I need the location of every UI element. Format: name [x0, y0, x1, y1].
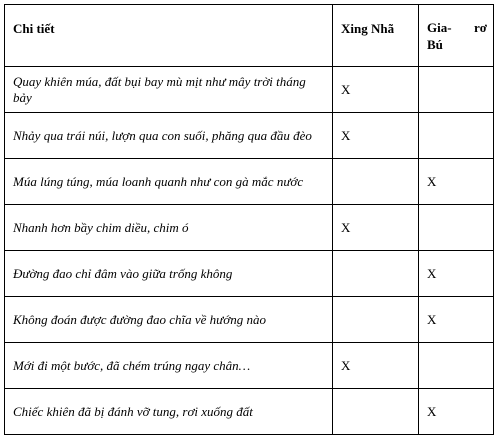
- row-xing-nha-mark: [333, 251, 419, 297]
- row-gia-ro-bu-mark: [419, 67, 494, 113]
- header-detail: Chi tiết: [5, 5, 333, 67]
- row-xing-nha-mark: X: [333, 205, 419, 251]
- row-detail: Đường đao chỉ đâm vào giữa trống không: [5, 251, 333, 297]
- row-detail: Không đoán được đường đao chĩa về hướng nào: [5, 297, 333, 343]
- row-detail: Múa lúng túng, múa loanh quanh như con gà mắc nước: [5, 159, 333, 205]
- row-detail: Nhảy qua trái núi, lượn qua con suối, phăng qua đầu đèo: [5, 113, 333, 159]
- header-xing-nha: Xing Nhã: [333, 5, 419, 67]
- row-gia-ro-bu-mark: X: [419, 297, 494, 343]
- row-gia-ro-bu-mark: X: [419, 251, 494, 297]
- table-header-row: [5, 5, 494, 67]
- row-detail: Chiếc khiên đã bị đánh vỡ tung, rơi xuống đất: [5, 389, 333, 435]
- row-xing-nha-mark: X: [333, 67, 419, 113]
- header-gia-ro-bu: [419, 5, 494, 67]
- row-xing-nha-mark: [333, 389, 419, 435]
- header-gia-ro-bu-part3: Bú: [427, 37, 443, 52]
- row-gia-ro-bu-mark: X: [419, 389, 494, 435]
- header-gia-ro-bu-part1: Gia-: [427, 20, 452, 35]
- table-row: [5, 159, 494, 205]
- header-gia-ro-bu-part2: rơ: [474, 20, 487, 35]
- row-xing-nha-mark: [333, 159, 419, 205]
- table-row: [5, 67, 494, 113]
- row-xing-nha-mark: X: [333, 343, 419, 389]
- row-gia-ro-bu-mark: X: [419, 159, 494, 205]
- row-detail: Nhanh hơn bầy chim diều, chim ó: [5, 205, 333, 251]
- row-gia-ro-bu-mark: [419, 113, 494, 159]
- row-detail: Mới đi một bước, đã chém trúng ngay chân…: [5, 343, 333, 389]
- row-xing-nha-mark: X: [333, 113, 419, 159]
- table-row: [5, 205, 494, 251]
- table-row: [5, 113, 494, 159]
- row-gia-ro-bu-mark: [419, 205, 494, 251]
- table-row: [5, 297, 494, 343]
- row-xing-nha-mark: [333, 297, 419, 343]
- row-detail: Quay khiên múa, đất bụi bay mù mịt như mây trời tháng bảy: [5, 67, 333, 113]
- table-row: [5, 343, 494, 389]
- comparison-table: [4, 4, 494, 435]
- table-row: [5, 389, 494, 435]
- table-row: [5, 251, 494, 297]
- row-gia-ro-bu-mark: [419, 343, 494, 389]
